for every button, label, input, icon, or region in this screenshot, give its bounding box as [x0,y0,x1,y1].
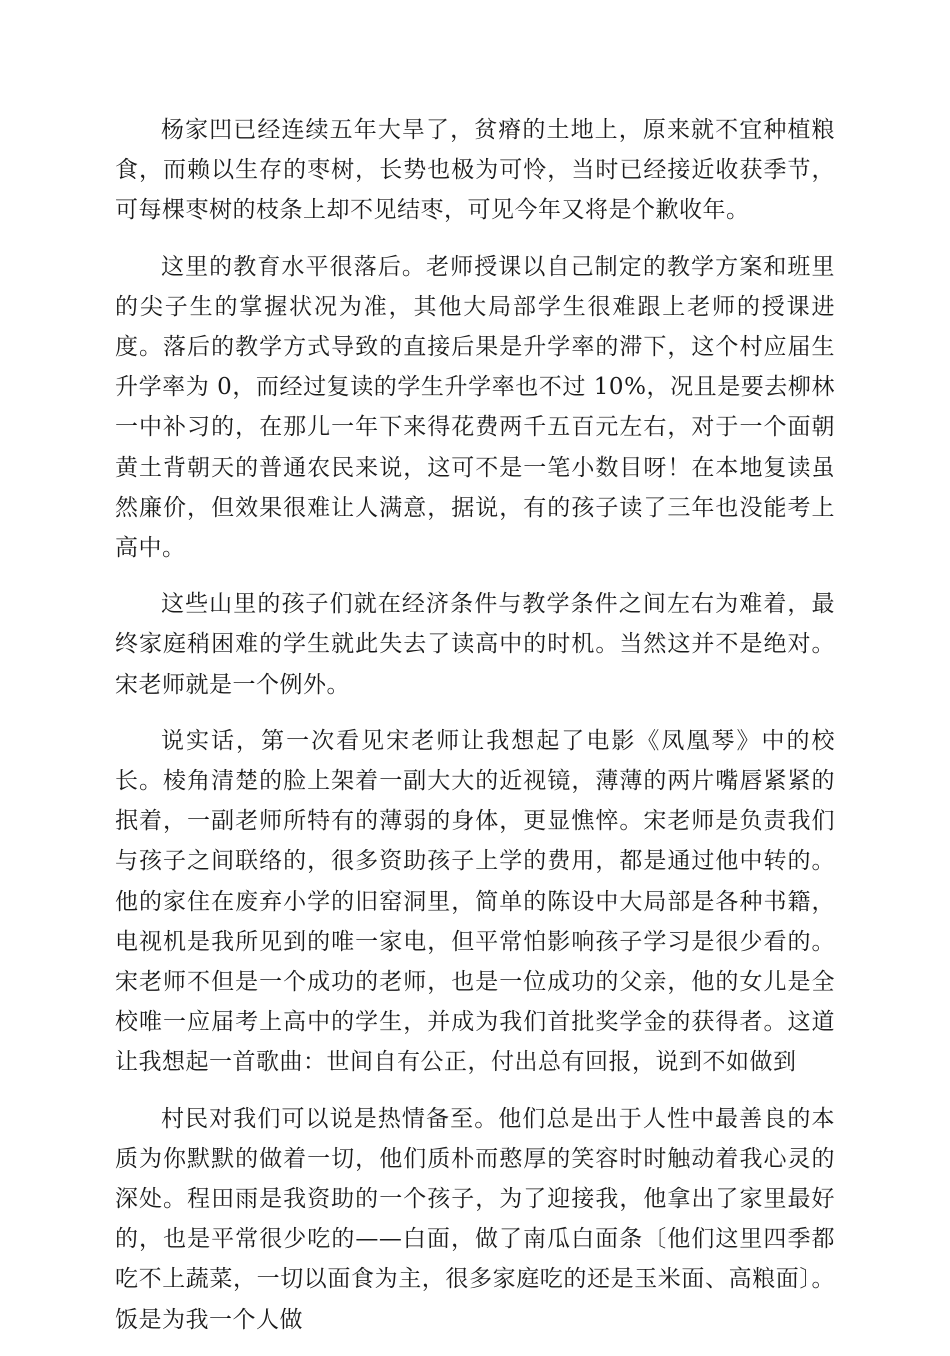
paragraph-drought: 杨家凹已经连续五年大旱了，贫瘠的土地上，原来就不宜种植粮食，而赖以生存的枣树，长势也极为可怜，当时已经接近收获季节，可每棵枣树的枝条上却不见结枣，可见今年又将是个歉收年。 [115,117,835,224]
paragraph-children-dilemma: 这些山里的孩子们就在经济条件与教学条件之间左右为难着，最终家庭稍困难的学生就此失去了读高中的时机。当然这并不是绝对。宋老师就是一个例外。 [115,591,835,698]
document-body [115,110,835,1356]
paragraph-education: 这里的教育水平很落后。老师授课以自己制定的教学方案和班里的尖子生的掌握状况为准，其他大局部学生很难跟上老师的授课进度。落后的教学方式导致的直接后果是升学率的滞下，这个村应届生升学率为 0，而经过复读的学生升学率也不过 10%，况且是要去柳林一中补习的，在那儿一年下来得花费两千五百元左右，对于一个面朝黄土背朝天的普通农民来说，这可不是一笔小数目呀！在本地复读虽然廉价，但效果很难让人满意，据说，有的孩子读了三年也没能考上高中。 [115,253,835,562]
paragraph-teacher-song: 说实话，第一次看见宋老师让我想起了电影《凤凰琴》中的校长。棱角清楚的脸上架着一副大大的近视镜，薄薄的两片嘴唇紧紧的抿着，一副老师所特有的薄弱的身体，更显憔悴。宋老师是负责我们与孩子之间联络的，很多资助孩子上学的费用，都是通过他中转的。他的家住在废弃小学的旧窑洞里，简单的陈设中大局部是各种书籍，电视机是我所见到的唯一家电，但平常怕影响孩子学习是很少看的。宋老师不但是一个成功的老师，也是一位成功的父亲，他的女儿是全校唯一应届考上高中的学生，并成为我们首批奖学金的获得者。这道让我想起一首歌曲：世间自有公正，付出总有回报，说到不如做到 [115,727,835,1076]
paragraph-villagers: 村民对我们可以说是热情备至。他们总是出于人性中最善良的本质为你默默的做着一切，他们质朴而憨厚的笑容时时触动着我心灵的深处。程田雨是我资助的一个孩子，为了迎接我，他拿出了家里最好的，也是平常很少吃的——白面，做了南瓜白面条〔他们这里四季都吃不上蔬菜，一切以面食为主，很多家庭吃的还是玉米面、高粮面〕。饭是为我一个人做 [115,1105,835,1333]
